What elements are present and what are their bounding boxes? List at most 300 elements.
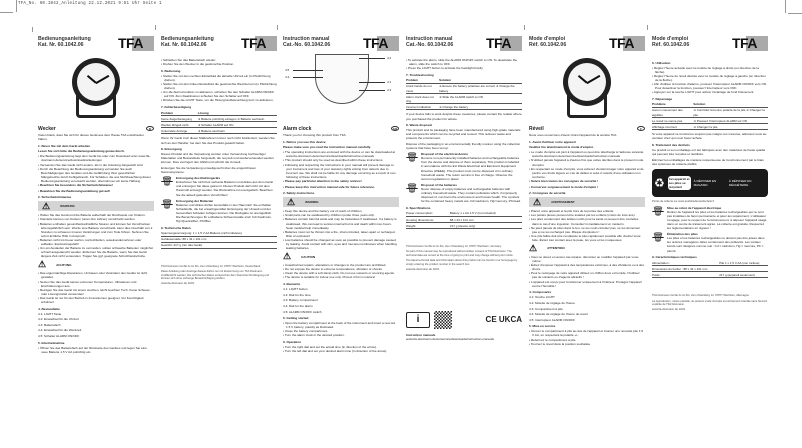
- info-book-icon: i: [406, 312, 430, 328]
- table-cell: Housing dimensions:: [406, 217, 450, 223]
- alarm-clock-image: [68, 58, 124, 120]
- bullet-item: • Vous ne devez en aucun cas réparer, démonter ou modifier l'appareil par vous-même.: [529, 254, 640, 264]
- manual-icons: [406, 311, 522, 329]
- ce-ukca-mark: CE UKCA: [485, 315, 522, 325]
- diagram-label: 4.2: [387, 56, 392, 60]
- imprint-text: TFA Dostmann GmbH & Co.KG, Zum Ottersberg 12, 97877 Wertheim, Allemagne: [652, 294, 749, 298]
- warning-banner: [283, 197, 399, 207]
- bullet-item: • Turn the alarm clock in the desired position.: [283, 333, 345, 338]
- imprint-text: TFA Dostmann GmbH & Co.KG, Zum Ottersberg 12, 97877 Wertheim, Germany: [406, 245, 502, 249]
- tfa-logo-text: TFA: [486, 35, 511, 51]
- table-cell: Poids :: [652, 272, 719, 278]
- caution-label: ACHTUNG: [56, 262, 72, 267]
- column-header: [38, 36, 154, 58]
- disposal-block: [161, 176, 277, 196]
- paragraph: 4.5: Schalter ALARM ON/OFF: [38, 334, 80, 339]
- bullet-item: • Press the LIGHT button to activate the backlight briefly.: [406, 66, 484, 71]
- table-cell: Power consumption:: [406, 211, 450, 217]
- table-cell: ➜ Changez la pile: [693, 124, 768, 130]
- leader-line: [359, 82, 385, 83]
- important-note: • Conservez soigneusement le mode d'emploi !: [529, 184, 599, 189]
- table-cell: 217 g (appareil seulement): [719, 272, 768, 278]
- disposal-block: [652, 232, 768, 252]
- bullet-item: • Following and respecting the instructions in your manual will prevent damage to your instrument and loss of your statutory rights arising from defects due to incorrect use. We shall not be liable for any damage occurring as a result of non-following of these instructions.: [283, 162, 397, 179]
- paragraph: 4.3: Battery compartment: [283, 298, 318, 303]
- bullet-item: • Réglez l'heure actuelle avec la molette de réglage à droite (en direction de la flèche).: [652, 65, 759, 74]
- table-cell: Le réveil ne sonne pas: [652, 118, 693, 124]
- table-cell: ➜ Ensure the battery polarities are correct ➜ Change the battery: [439, 83, 522, 93]
- section-heading: 4. Composants: [529, 290, 552, 295]
- table-cell: ➜ Batterie polrichtig einlegen ➜ Batterie wechseln: [198, 116, 277, 122]
- bullet-item: • Batterien enthalten gesundheitsschädliche Säuren und können bei Verschlucken lebensgefährlich sein. Wurde eine Batterie verschluckt, kann dies innerhalb von 2 Stunden zu schweren inneren Verätzungen und zum Tode führen. Nehmen Sie sofort ärztliche Hilfe in Anspruch.: [38, 221, 153, 238]
- paragraph: Si votre appareil ne fonctionne toujours pas malgré ces mesures, adressez-vous au vendeur chez qui vous l'avez acheté.: [652, 132, 767, 141]
- imprint-text: www.tfa-dostmann.de 10/21: [406, 267, 440, 271]
- caution-heading: [529, 244, 645, 253]
- clock-back-outline: [315, 54, 369, 104]
- crossed-bin-icon: 🗑: [161, 176, 173, 187]
- disposal-block: [406, 152, 522, 181]
- table-cell: Wecker klingelt nicht: [161, 122, 198, 128]
- disposal-text: [176, 199, 277, 224]
- section-heading: 7. Troubleshooting: [406, 72, 434, 77]
- table-cell: Dimensions du boîtier : 88 x 43 x 101 mm: [652, 266, 719, 272]
- bullet-item: • Um die Alarm-Funktion zu aktivieren, schieben Sie den Schalter ALARM ON/OFF auf ON. Zum Deaktivieren schieben Sie den Schalter auf OFF.: [161, 90, 275, 99]
- paragraph: Nous vous remercions d'avoir choisi l'appareil de la société TFA.: [529, 133, 618, 137]
- alarm-clock-image: [559, 58, 615, 120]
- spacer: [161, 251, 277, 265]
- section-heading: 4. Elements: [283, 282, 301, 287]
- data-table: [406, 78, 522, 111]
- imprint-text: www.tfa-dostmann.de 10/21: [161, 282, 195, 286]
- crop-mark: [785, 0, 786, 13]
- caution-label: CAUTION: [301, 254, 316, 259]
- bullet-item: • Keep this device and the battery out of reach of children.: [283, 209, 363, 214]
- table-cell: 88 x 43 x 101 mm: [450, 217, 522, 223]
- important-note: Veuillez lire attentivement le mode d'emploi.: [529, 144, 594, 149]
- bullet-item: • Placez votre appareil et la pile hors de la portée des enfants.: [529, 209, 615, 214]
- imprint-text: www.tfa-dostmann.de 10/21: [652, 308, 686, 312]
- table-cell: Battery 1 x AA 1.5 V (not included): [450, 211, 522, 217]
- important-note: Please make sure you read the instruction manual carefully.: [283, 144, 371, 149]
- bullet-item: • Low batteries should be changed as soon as possible to prevent damage caused by leaking. Avoid contact with skin, eyes and mucous membranes when handling leaking batteries.: [283, 237, 397, 251]
- manual-column: [161, 36, 277, 436]
- data-table: [652, 102, 768, 130]
- paragraph: 4.2: Einstellrad für die Uhrzeit: [38, 317, 79, 322]
- caution-heading: [38, 260, 154, 269]
- table-cell: Pile 1 x 1,5 V AA (non incluse): [719, 260, 768, 266]
- imprint-text: La reproduction, même partielle, du présent mode d'emploi est strictement interdite sans l'accord explicite de TFA Dostmann.: [652, 299, 768, 307]
- crossed-bin-icon: 🗑: [652, 232, 664, 243]
- crossed-bin-icon: 🗑: [652, 205, 664, 216]
- bullet-item: • Les piles contiennent des acides nocifs pour la santé et peuvent être mortelles dans le cas d'une ingestion. Consultez immédiatement un médecin.: [529, 217, 639, 226]
- paragraph: Éliminez les emballages de manière respectueuse de l'environnement par le biais des systèmes de collecte établis.: [652, 157, 764, 166]
- imprint-text: TFA Dostmann GmbH & Co.KG, Zum Ottersberg 12, 97877 Wertheim, Deutschland: [161, 265, 261, 269]
- paragraph: 4.3: Compartiment à pile: [529, 306, 563, 311]
- bullet-item: • Verwenden Sie das Gerät nicht anders, als in der Anleitung dargestellt wird.: [38, 162, 144, 167]
- data-table: [406, 211, 522, 229]
- table-header: Solution: [693, 102, 768, 108]
- crossed-bin-icon: 🗑: [406, 152, 418, 163]
- bullet-item: • Tournez le réveil dans la position souhaitée.: [529, 341, 591, 346]
- section-heading: 8. Traitement des déchets: [652, 143, 690, 147]
- imprint-text: The latest technical data and information about this product can be found in our homepage by simply entering the product number in the search box.: [406, 258, 518, 266]
- data-table: [161, 110, 277, 134]
- disposal-heading: Mise au rebut de l'appareil électrique: [667, 205, 722, 210]
- bullet-item: • Stellen Sie mit dem linken Einstellrad die gewünschte Weckzeit ein (in Pfeilrichtung drehen).: [161, 81, 277, 91]
- imprint-text: No part of this manual may be reproduced without written consent of TFA Dostmann. The technical data are correct at the time of going to print and may change without prior notice.: [406, 250, 514, 257]
- bullet-item: • En respectant ce mode d'emploi, vous éviterez d'endommager votre appareil et de perdre vos droits légaux en cas de défaut si celui-ci résulte d'une utilisation non conforme.: [529, 166, 644, 179]
- spacer: [652, 280, 768, 294]
- paragraph: 4.1: LIGHT Taste: [38, 311, 62, 316]
- important-note: • Please keep this instruction manual safe for future reference.: [283, 184, 375, 189]
- paragraph: Entsorgen Sie die Verpackung umweltgerecht über die eingerichteten Sammelsysteme.: [161, 165, 256, 175]
- crop-mark: [0, 12, 13, 13]
- warning-banner: [38, 201, 154, 211]
- table-row: [406, 104, 522, 110]
- table-cell: ➜ Slide the ALARM switch to ON: [439, 94, 522, 104]
- section-heading: 8. Entsorgung: [161, 147, 182, 152]
- table-cell: Unkorrekte Anzeige: [161, 128, 198, 134]
- manuals-caption: Instruction manuals: [406, 333, 436, 338]
- caution-label: ATTENTION: [547, 246, 565, 251]
- section-heading: 9. Caractéristiques techniques: [652, 255, 697, 260]
- bullet-item: • Ouvrez le compartiment à pile au dos de l'appareil et insérez une nouvelle pile 1,5 V AA, en respectant la polarité +/-.: [529, 329, 644, 338]
- bullet-item: • Afin d'utiliser la fonction d'alarme, poussez l'interrupteur ALARM ON/OFF vers ON. Pour désactiver la fonction, poussez l'interrupteur vers OFF.: [652, 81, 767, 91]
- table-row: [406, 94, 522, 104]
- bullet-item: • Do not expose the device to extreme temperatures, vibration or shocks.: [283, 267, 383, 272]
- bullet-item: • Évitez d'exposer l'appareil à des températures extrêmes, à des vibrations ou à des chocs.: [529, 263, 644, 272]
- imprint-text: Diese Anleitung oder Auszüge daraus dürfen nur mit Zustimmung von TFA Dostmann veröffentlicht werden. Die technischen Daten entsprechen dem Stand bei Drucklegung und können sich ohne vorherige Benachrichtigung ändern.: [161, 270, 269, 281]
- bullet-item: • Halten Sie das Gerät und die Batterie außerhalb der Reichweite von Kindern.: [38, 213, 146, 218]
- paragraph: Vielen Dank, dass Sie sich für dieses Gerät aus dem Hause TFA entschieden haben.: [38, 133, 144, 142]
- diagram-label: 4.1: [387, 80, 392, 84]
- section-heading: 5. Getting started: [283, 316, 309, 321]
- tfa-logo: [482, 36, 522, 51]
- bullet-item: • Turn the right dial and set the actual time (in direction of the arrow).: [283, 345, 377, 350]
- disposal-block: [406, 183, 522, 203]
- disposal-text: [176, 176, 277, 196]
- manual-title: Instruction manual: [406, 36, 453, 42]
- paragraph: 4.1: LIGHT button: [283, 287, 308, 292]
- warning-triangle-icon: ⚠: [38, 259, 47, 270]
- section-heading: 7. Fehlerbeseitigung: [161, 104, 192, 109]
- disposal-text: [421, 183, 522, 203]
- crop-mark: [277, 25, 278, 30]
- bullet-item: • Open the battery compartment at the back of the instrument and insert a new AA 1.5 V battery, polarity as illustrated.: [283, 321, 396, 330]
- language-badge: D: [146, 126, 154, 131]
- table-header: Problème: [652, 102, 693, 108]
- disposal-heading: Disposal of the electrical device: [421, 152, 468, 157]
- table-cell: Weight:: [406, 223, 450, 229]
- bullet-item: • Batterien nicht ins Feuer werfen, kurzschließen, auseinandernehmen oder aufladen. Explosionsgefahr!: [38, 237, 142, 246]
- leader-line: [359, 90, 385, 91]
- table-cell: Clock hands do not move: [406, 83, 439, 93]
- paragraph: 4.2: Dial for the time: [283, 292, 311, 297]
- table-cell: ➜ Contrôlez la bonne polarité de la pile ➜ Changez la pile: [693, 107, 768, 117]
- bullet-item: • Une pile faible doit être remplacée le plus rapidement possible afin d'éviter toute fuite. Évitez tout contact avec la peau, les yeux et les muqueuses.: [529, 233, 641, 242]
- table-row: [406, 223, 522, 229]
- table-row: [161, 128, 277, 134]
- important-note: • Beachten Sie besonders die Sicherheitshinweise!: [38, 183, 113, 188]
- bullet-item: • Le mode d'emploi est joint à l'appareil ou peut être téléchargé à l'adresse suivante www.tfa-dostmann.de/en/service/downloads/instruction-manuals: [529, 150, 644, 159]
- paragraph: 4.5: Interrupteur ALARM ON/OFF: [529, 317, 575, 322]
- catalog-number: Kat. Nr. 60.1042.06: [38, 42, 84, 48]
- table-cell: Incorrect indication: [406, 104, 439, 110]
- disposal-block: [161, 199, 277, 224]
- paragraph: 4.4: Einstellrad für die Weckzeit: [38, 328, 82, 333]
- warning-triangle-icon: ⚠: [287, 196, 296, 207]
- paragraph: Wenn Ihr Gerät trotz dieser Maßnahmen immer noch nicht funktioniert, wenden Sie sich an den Händler, bei dem Sie das Produkt gekauft haben.: [161, 136, 275, 145]
- table-row: [652, 272, 768, 278]
- table-header: Problem: [406, 78, 439, 84]
- manual-title: Bedienungsanleitung: [38, 36, 91, 42]
- important-note: Lesen Sie sich bitte die Bedienungsanleitung genau durch.: [38, 148, 125, 153]
- section-title: [529, 126, 645, 133]
- disposal-text: [667, 206, 768, 231]
- paragraph: 4.2: Molette de réglage de l'heure: [529, 300, 575, 305]
- triman-dechetterie: À DÉPOSER EN DÉCHÈTERIE: [728, 178, 752, 187]
- data-table: [652, 260, 768, 278]
- section-heading: 2. Sicherheitshinweise: [38, 195, 72, 200]
- table-cell: ➜ Batterie wechseln: [198, 128, 277, 134]
- manual-column: [529, 36, 645, 436]
- triman-text: Cet appareil et ces piles se recyclent: [668, 176, 690, 190]
- table-cell: Spannungsversorgung: 1 x 1,5 V AA Batterie (nicht inklusive): [161, 231, 277, 237]
- bullet-item: • Refermez le compartiment à pile.: [529, 337, 577, 342]
- table-header: Problem: [161, 110, 198, 116]
- bullet-item: • Kleinteile können von Kindern (unter drei Jahren) verschluckt werden.: [38, 217, 136, 222]
- disposal-heading: Entsorgung des Elektrogeräts: [176, 176, 221, 181]
- table-cell: ➜ Schalter ALARM auf ON: [198, 122, 277, 128]
- section-heading: 9. Technische Daten: [161, 225, 191, 230]
- leader-line: [293, 77, 323, 78]
- disposal-body: Remove non-permanently installed batteries and rechargeable batteries from the device and dispose of them separately. This product is labelled in accordance with the EU Waste Electrical and Electronic Equipment Directive (WEEE). This product must not be disposed of in ordinary household waste. The return service is free of charge. Observe the current regulations in place!: [421, 156, 520, 181]
- language-badge: F: [637, 126, 645, 131]
- crop-mark: [32, 27, 33, 32]
- bullet-item: • Réglez l'heure de réveil désirée avec la molette de réglage à gauche (en direction de la flèche).: [652, 73, 766, 82]
- bullet-item: • Das eigenmächtige Reparieren, Umbauen oder Verändern des Geräts ist nicht gestattet.: [38, 271, 148, 280]
- column-header: [652, 36, 768, 58]
- paragraph: 4.1: Touche LIGHT: [529, 295, 555, 300]
- section-heading: 2. Consignes de sécurité: [529, 191, 566, 196]
- tfa-logo-text: TFA: [732, 35, 757, 51]
- crop-mark: [16, 0, 17, 12]
- triman-footnote: Points de collecte sur www.quefairedemesdechets.fr: [652, 199, 715, 203]
- table-cell: Keine Zeigerbewegung: [161, 116, 198, 122]
- section-title: [38, 126, 154, 133]
- bullet-item: • To activate the alarm, slide the ALARM ON/OFF switch to ON. To deactivate the alarm, slide the switch to OFF.: [406, 58, 518, 67]
- product-name: Réveil: [529, 126, 544, 132]
- bullet-item: • Stellen Sie mit dem rechten Einstellrad die aktuelle Uhrzeit ein (in Pfeilrichtung drehen).: [161, 73, 271, 82]
- bullet-item: • Appuyez sur la touche LIGHT pour activer l'éclairage de fond brièvement.: [652, 90, 755, 95]
- bullet-item: • The operating instructions are enclosed with the device or can be downloaded at www.tfa-dostmann.de/en/service/downloads/instruction-manuals: [283, 150, 396, 159]
- clock-back-diagram: [283, 58, 399, 120]
- table-row: [652, 107, 768, 117]
- disposal-heading: Disposal of the batteries: [421, 182, 457, 187]
- paragraph: 4.5: ALARM ON/OFF switch: [283, 309, 322, 314]
- section-heading: 6. Operation: [283, 340, 302, 345]
- leader-line: [293, 70, 323, 71]
- table-cell: Alarm clock does not ring: [406, 94, 439, 104]
- triman-recycling-label: [652, 169, 768, 197]
- disposal-body: Never dispose of empty batteries and rechargeable batteries with ordinary household waste. They contain pollutants which, if improperly disposed of, can harm the environment and human health. The symbols for the contained heavy metals are: Cd=cadmium, Hg=mercury, Pb=lead.: [421, 186, 521, 204]
- tfa-logo-text: TFA: [118, 35, 143, 51]
- bullet-item: • Die Bedienungsanleitung liegt dem Gerät bei oder zum Download unter www.tfa-dostmann.de/service/downloads/anleitungen: [38, 154, 151, 163]
- manual-title: Mode d'emploi: [529, 36, 566, 42]
- bullet-item: • Ne jetez jamais de piles dans le feu, ne les court-circuitez pas, ne les démontez pas et ne les rechargez pas. Risque d'explosion !: [529, 225, 640, 234]
- crop-mark: [155, 25, 156, 30]
- table-cell: Alimentation :: [652, 260, 719, 266]
- section-heading: 7. Dépannage: [652, 96, 673, 101]
- column-header: [406, 36, 522, 58]
- catalog-number: Kat. Nr. 60.1042.06: [161, 42, 207, 48]
- paragraph: Ce produit et son emballage ont été fabriqués avec des matériaux de haute qualité qui peuvent être recyclés et réutilisés.: [652, 148, 766, 157]
- bullet-item: • Durch die Beachtung der Bedienungsanleitung vermeiden Sie auch Beschädigungen des Gerätes und die Gefährdung Ihrer gesetzlichen Mängelrechte durch Fehlgebrauch. Für Schäden, die aus Nichtbeachtung dieser Bedienungsanleitung verursacht werden, übernehmen wir keine Haftung.: [38, 166, 151, 183]
- section-heading: 6. Utilisation: [652, 60, 671, 65]
- section-heading: 9. Specifications: [406, 205, 431, 210]
- disposal-body: Retirez de l'appareil les piles et les batteries rechargeables qui ne sont pas installées de façon permanente et jetez-les séparément. L'utilisateur s'engage, pour le respect de l'environnement, à déposer l'appareil usagé dans un centre de traitement agréé. La collecte est gratuite. Respectez les réglementations en vigueur !: [667, 209, 767, 231]
- bullet-item: • Batteries contain harmful acids and may be hazardous if swallowed. If a battery is swallowed, this can lead to serious internal burns and death within two hours. Seek medical help immediately.: [283, 217, 397, 230]
- table-header: Lösung: [198, 110, 277, 116]
- print-slug: TFA_No. 60.1042_Anleitung 22.12.2021 9:51 Uhr Seite 1: [18, 2, 162, 6]
- product-name: Wecker: [38, 126, 56, 132]
- crossed-bin-icon: 🗑: [406, 182, 418, 193]
- bullet-item: • Turn the left dial and set your desired alarm time (in direction of the arrow).: [283, 349, 388, 354]
- tfa-logo: [114, 36, 154, 51]
- tfa-logo: [359, 36, 399, 51]
- warning-banner: [529, 197, 645, 207]
- warning-triangle-icon: ⚠: [533, 196, 542, 207]
- product-name: Alarm clock: [283, 126, 312, 132]
- manual-title: Bedienungsanleitung: [161, 36, 214, 42]
- paragraph: Dispose of the packaging in an environmentally friendly manner using the collection systems that have been set up.: [406, 142, 521, 151]
- warning-triangle-icon: ⚠: [529, 242, 538, 253]
- table-cell: Gehäusemaße: 88 x 43 x 101 mm: [161, 236, 277, 242]
- table-cell: ➜ Poussez l'interrupteur ALARM sur ON: [693, 118, 768, 124]
- paragraph: If your device fails to work despite these measures, please contact the retailer where you purchased the product for advice.: [406, 112, 522, 121]
- bullet-item: • Drücken Sie die LIGHT Taste, um die Hintergrundbeleuchtung kurz zu aktivieren.: [161, 98, 274, 103]
- manual-column: [38, 36, 154, 436]
- qr-code: [434, 311, 452, 329]
- section-heading: 6. Bedienung: [161, 68, 181, 73]
- disposal-body: Entnehmen Sie nicht fest verbaute Batterien und Akkus aus dem Gerät und entsorgen Sie diese getrennt. Dieses Produkt darf nicht mit dem Hausmüll entsorgt werden. Die Rücknahme ist unentgeltlich. Beachten Sie die aktuell geltenden Vorschriften!: [176, 180, 273, 197]
- paragraph: This product and its packaging have been manufactured using high-grade materials and components which can be recycled and reused. This reduces waste and protects the environment.: [406, 128, 521, 141]
- disposal-block: [652, 206, 768, 231]
- disposal-heading: Élimination des piles: [667, 232, 698, 237]
- spacer: [406, 231, 522, 245]
- bullet-item: • Um ein Auslaufen der Batterie zu vermeiden, sollten schwache Batterien möglichst schnell ausgetauscht werden. Entfernen Sie die Batterie, wenn Sie das Gerät längere Zeit nicht verwenden. Tragen Sie ggf. geeignete Schutzhandschuhe.: [38, 246, 153, 259]
- bullet-item: • This product should only be used as described within these instructions.: [283, 158, 384, 163]
- paragraph: Thank you for choosing this product from TFA.: [283, 133, 347, 137]
- bullet-item: • The device is suitable for indoor use only. Protect it from moisture!: [283, 275, 376, 280]
- bullet-item: • Close the battery compartment.: [283, 329, 329, 334]
- table-cell: Gewicht: 217 g (nur das Gerät): [161, 242, 277, 248]
- bullet-item: • N'utilisez jamais l'appareil à d'autres fins que celles décrites dans le présent mode d'emploi.: [529, 158, 644, 167]
- catalog-number: Cat.-No. 60.1042.06: [283, 42, 331, 48]
- manual-title: Mode d'emploi: [652, 36, 689, 42]
- warning-label: AVERTISSEMENT: [551, 200, 575, 205]
- section-heading: 5. Mise en service: [529, 324, 556, 329]
- triman-icon: ♻: [654, 175, 665, 190]
- table-header: Solution: [439, 78, 522, 84]
- diagram-label: 4.3: [387, 88, 392, 92]
- important-note: • Suivre bien toutes les consignes de sécurité !: [529, 178, 599, 183]
- bullet-item: • Pour le nettoyage de votre appareil utilisez un chiffon doux et humide. N'utilisez pas de solvants ou d'agents abrasifs !: [529, 271, 640, 280]
- section-heading: 2. Safety instructions: [283, 191, 315, 196]
- data-table: [161, 231, 277, 249]
- warning-triangle-icon: ⚠: [42, 200, 51, 211]
- caution-heading: [283, 252, 399, 261]
- diagram-label: 4.4: [285, 75, 290, 79]
- paragraph: 4.3: Batteriefach: [38, 322, 61, 327]
- bullet-item: • Batteries must not be thrown into a fire, short-circuited, taken apart or recharged. Risk of explosion!: [283, 229, 396, 238]
- crossed-bin-icon: 🗑: [161, 198, 173, 209]
- leader-line: [359, 58, 385, 59]
- tfa-logo-text: TFA: [363, 35, 388, 51]
- language-badge: GB: [392, 127, 398, 131]
- crop-mark: [788, 13, 802, 14]
- table-cell: Affichage incorrect: [652, 124, 693, 130]
- bullet-item: • Drehen Sie den Wecker in die gewünschte Position.: [161, 62, 235, 67]
- paragraph: Dieses Produkt und die Verpackung wurden unter Verwendung hochwertiger Materialien und Bestandteile hergestellt, die recycelt und wiederverwendet werden können. Dies verringert den Abfall und schützt die Umwelt.: [161, 152, 274, 165]
- catalog-number: Réf. 60.1042.06: [652, 42, 690, 48]
- section-heading: 5. Inbetriebnahme: [38, 340, 65, 345]
- disposal-body: Les piles et les batteries rechargeables ne doivent pas être jetées dans les ordures ménagères. Elles contiennent des polluants. Les métaux lourds sont désignés comme suit : Cd = cadmium, Hg = mercure, Pb = plomb.: [667, 236, 765, 253]
- bullet-item: • Das Gerät ist nur für den Betrieb in Innenräumen geeignet. Vor Feuchtigkeit schützen!: [38, 295, 144, 304]
- table-cell: 217 g (device only): [450, 223, 522, 229]
- tfa-logo: [728, 36, 768, 51]
- section-heading: 1. Before you use this device: [283, 139, 326, 144]
- diagram-label: 4.5: [285, 68, 290, 72]
- manual-column: [283, 36, 399, 436]
- bullet-item: • Setzen Sie das Gerät keinen extremen Temperaturen, Vibrationen und Erschütterungen aus.: [38, 279, 137, 288]
- warning-label: WARNUNG: [60, 204, 75, 209]
- table-row: [161, 242, 277, 248]
- crop-mark: [524, 25, 525, 30]
- important-note: • Please pay particular attention to the safety notices!: [283, 178, 362, 183]
- column-header: [161, 36, 277, 58]
- bullet-item: • Les petites pièces peuvent être avalées par les enfants (moins de trois ans).: [529, 213, 636, 218]
- table-cell: ➜ Change the battery: [439, 104, 522, 110]
- bullet-item: • Small parts can be swallowed by children (under three years old).: [283, 213, 375, 218]
- important-note: • Bewahren Sie die Bedienungsanleitung gut auf!: [38, 188, 111, 193]
- table-cell: Aucun mouvement des aiguilles: [652, 107, 693, 117]
- manual-column: [652, 36, 768, 436]
- catalog-number: Cat.-No. 60.1042.06: [406, 42, 454, 48]
- section-heading: 1. Bevor Sie mit dem Gerät arbeiten: [38, 143, 91, 148]
- disposal-text: [421, 152, 522, 181]
- disposal-text: [667, 232, 768, 252]
- manual-title: Instruction manual: [283, 36, 330, 42]
- warning-triangle-icon: ⚠: [283, 251, 292, 262]
- table-row: [406, 83, 522, 93]
- bullet-item: • Unauthorized repairs, alterations or changes to the product are prohibited.: [283, 263, 387, 268]
- bullet-item: • L'appareil est conçu pour fonctionner uniquement à l'intérieur. Protégez l'appareil contre l'humidité !: [529, 279, 642, 288]
- section-heading: 8. Waste disposal: [406, 123, 432, 128]
- paragraph: 4.4: Dial for the alarm: [283, 303, 313, 308]
- tfa-logo: [605, 36, 645, 51]
- warning-label: WARNING: [305, 200, 319, 205]
- bullet-item: • Reinigen Sie das Gerät mit einem weichen, leicht feuchten Tuch. Keine Scheuer- oder Lösungsmittel verwenden!: [38, 287, 151, 296]
- disposal-body: Batterien und Akkus dürfen keinesfalls in den Hausmüll. Sie enthalten Schadstoffe, die bei unsachgemäßer Entsorgung der Umwelt und der Gesundheit Schaden zufügen können. Die Rückgabe ist unentgeltlich. Die Bezeichnungen für enthaltene Schwermetalle sind: Cd=Cadmium, Hg=Quecksilber, Pb=Blei.: [176, 202, 272, 224]
- paragraph: 4.4: Molette de réglage de l'heure de réveil: [529, 312, 588, 317]
- disposal-heading: Entsorgung der Batterien: [176, 198, 214, 203]
- tfa-logo-text: TFA: [609, 35, 634, 51]
- triman-store: À DÉPOSER EN MAGASIN: [693, 178, 717, 187]
- section-title: [283, 126, 399, 133]
- manuals-url: www.tfa-dostmann.de/en/service/downloads/instruction-manuals: [406, 337, 495, 342]
- table-row: [652, 124, 768, 130]
